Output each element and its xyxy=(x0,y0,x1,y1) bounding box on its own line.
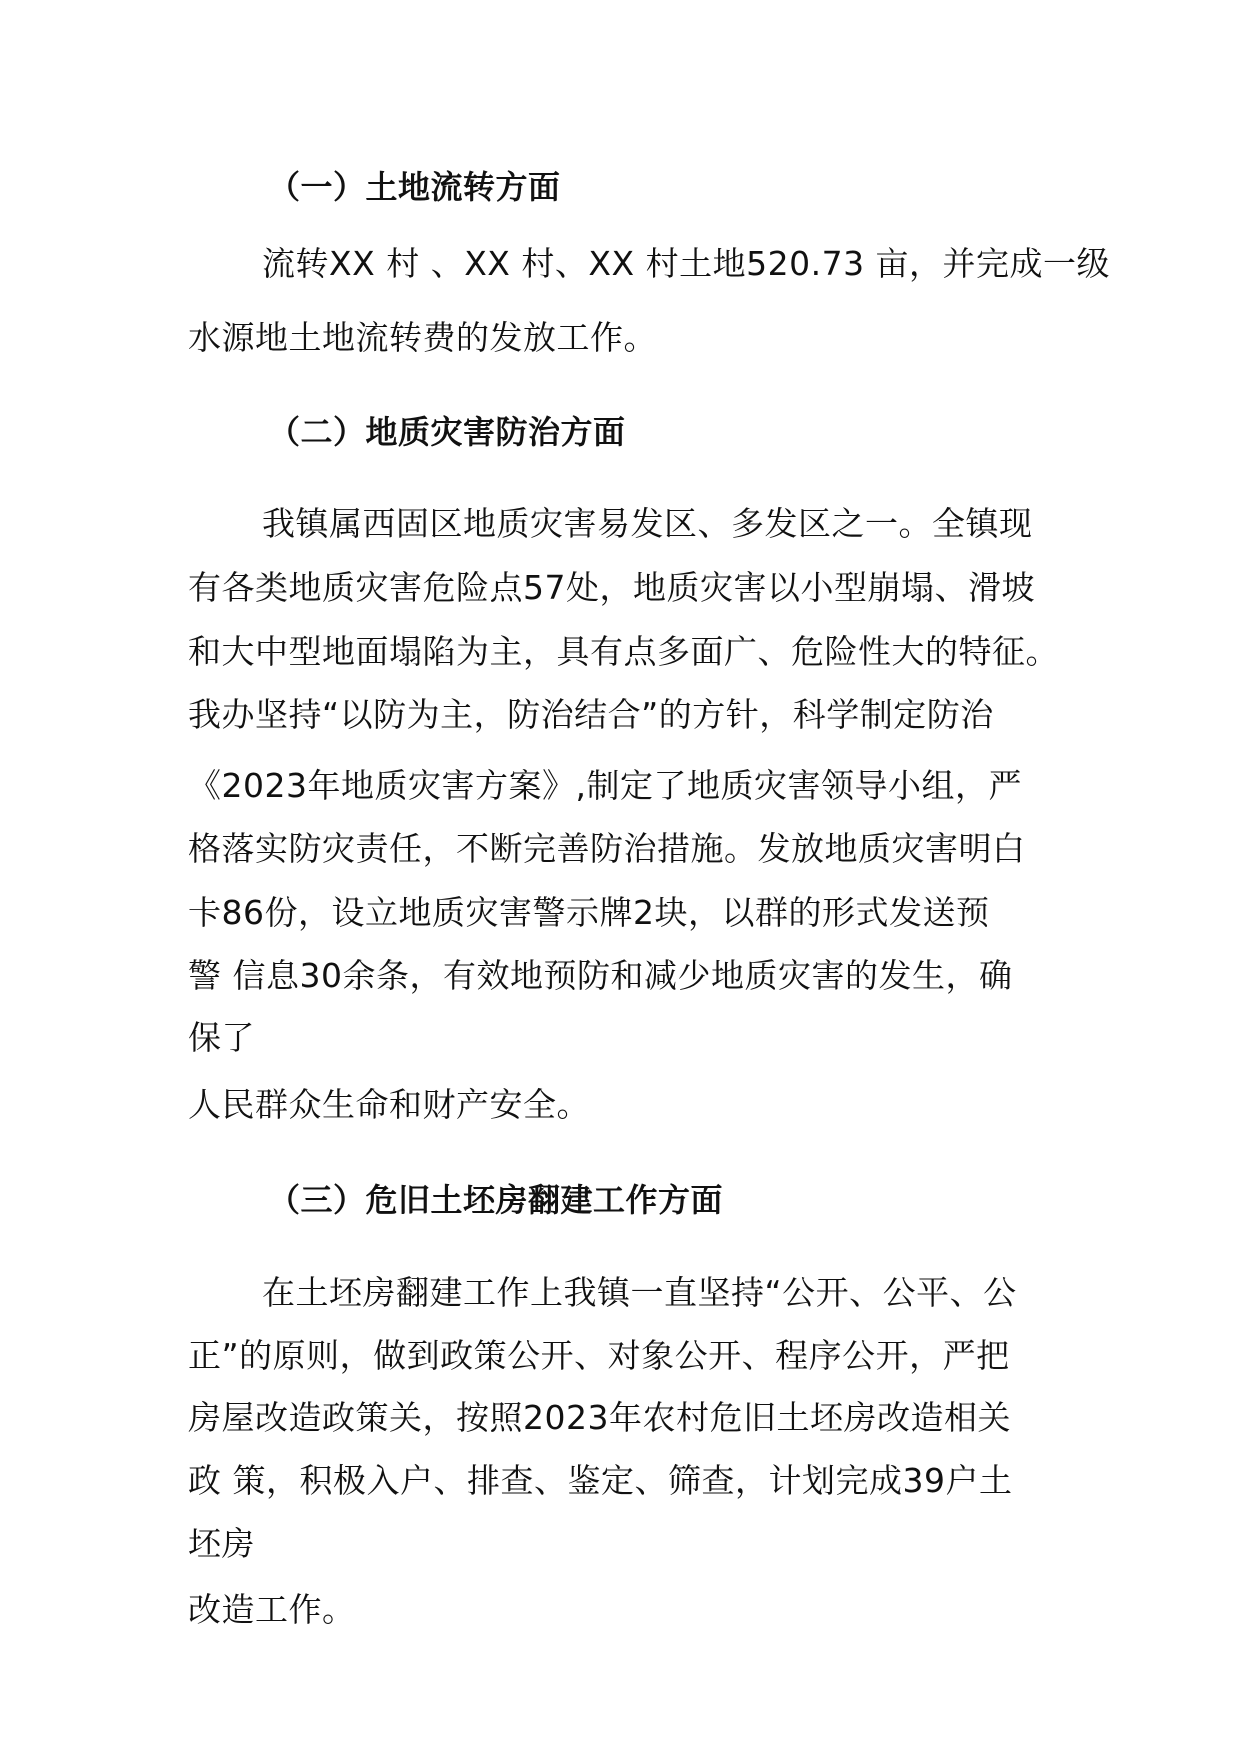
section-2-line-6: 格落实防灾责任，不断完善防治措施。发放地质灾害明白 xyxy=(188,829,1026,868)
section-2-line-1: 我镇属西固区地质灾害易发区、多发区之一。全镇现 xyxy=(262,504,1033,543)
section-3-line-2: 正”的原则，做到政策公开、对象公开、程序公开，严把 xyxy=(188,1336,1010,1375)
section-3-line-4: 政 策，积极入户、排查、鉴定、筛查，计划完成39户土 xyxy=(188,1461,1013,1500)
section-2-line-4: 我办坚持“以防为主，防治结合”的方针，科学制定防治 xyxy=(188,695,994,734)
section-1-line-2: 水源地土地流转费的发放工作。 xyxy=(188,318,657,357)
section-3-line-3: 房屋改造政策关，按照2023年农村危旧土坯房改造相关 xyxy=(188,1398,1011,1437)
section-2-line-8: 警 信息30余条，有效地预防和减少地质灾害的发生，确 xyxy=(188,956,1013,995)
section-3-line-5: 坯房 xyxy=(188,1524,255,1563)
section-2-line-9: 保了 xyxy=(188,1018,255,1057)
section-2-line-5: 《2023年地质灾害方案》,制定了地质灾害领导小组，严 xyxy=(188,766,1022,805)
section-2-line-7: 卡86份，设立地质灾害警示牌2块，以群的形式发送预 xyxy=(188,893,990,932)
section-2-heading: （二）地质灾害防治方面 xyxy=(268,413,626,451)
section-1-line-1: 流转XX 村 、XX 村、XX 村土地520.73 亩，并完成一级 xyxy=(262,244,1111,283)
section-2-line-2: 有各类地质灾害危险点57处，地质灾害以小型崩塌、滑坡 xyxy=(188,568,1035,607)
section-3-line-1: 在土坯房翻建工作上我镇一直坚持“公开、公平、公 xyxy=(262,1273,1017,1312)
section-2-line-3: 和大中型地面塌陷为主，具有点多面广、危险性大的特征。 xyxy=(188,632,1059,671)
section-3-heading: （三）危旧土坯房翻建工作方面 xyxy=(268,1181,724,1219)
section-2-line-10: 人民群众生命和财产安全。 xyxy=(188,1085,590,1124)
section-3-line-6: 改造工作。 xyxy=(188,1590,356,1629)
section-1-heading: （一）土地流转方面 xyxy=(268,168,561,206)
